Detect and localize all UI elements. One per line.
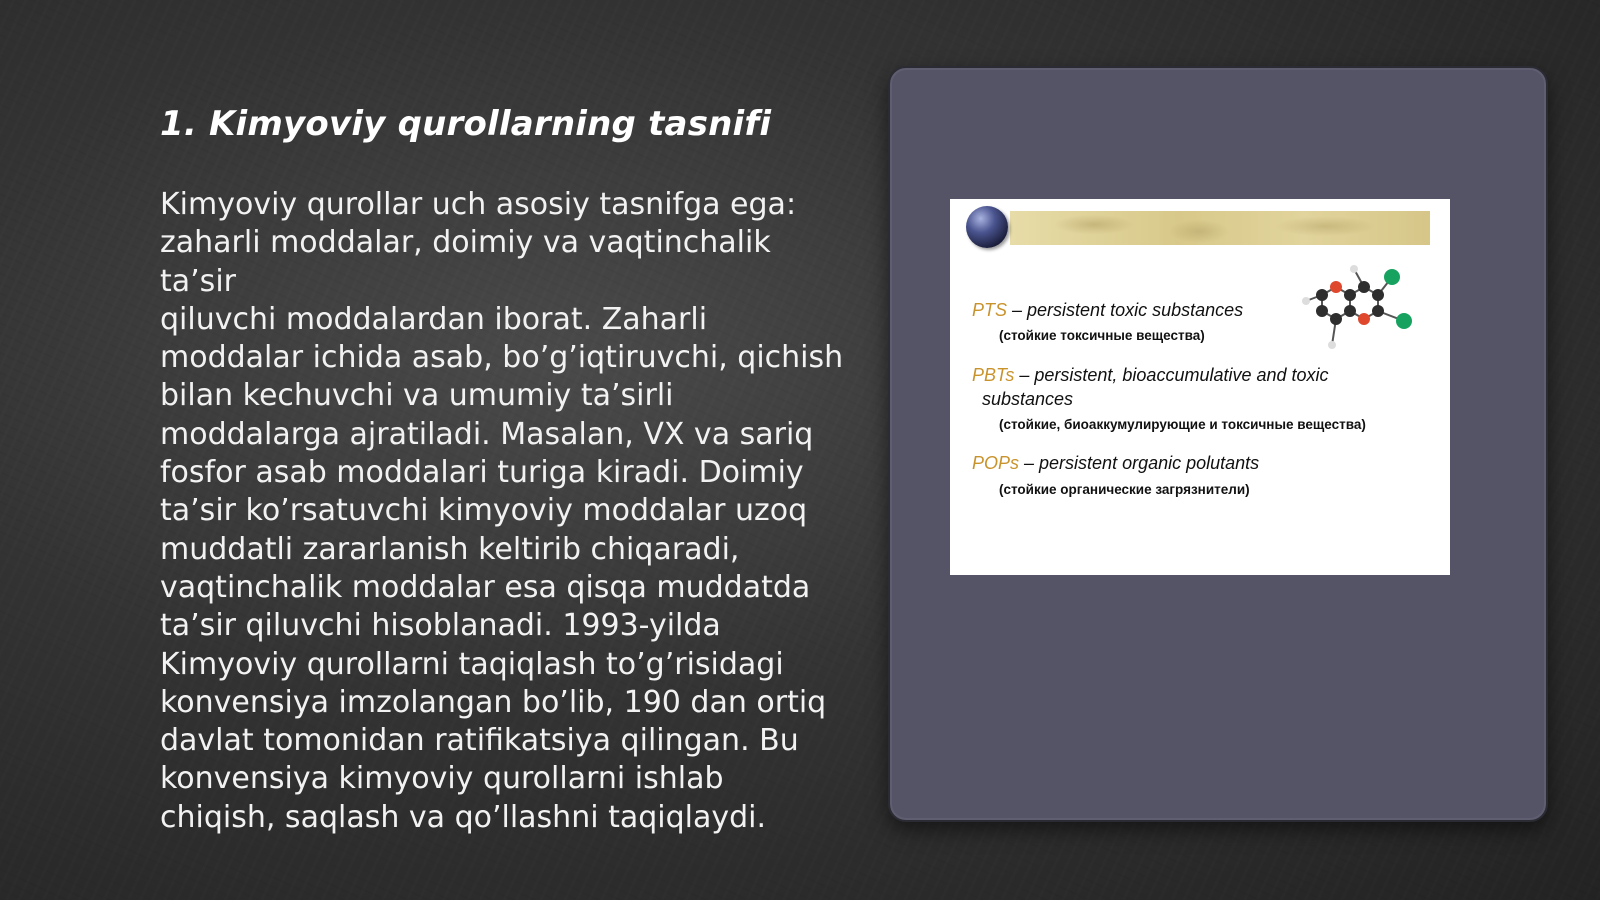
embedded-slide-image (950, 199, 1450, 575)
body-line: chiqish, saqlash va qo’llashni taqiqlaydi. (160, 799, 767, 835)
pbts-definition (972, 365, 1329, 386)
body-line: bilan kechuvchi va umumiy ta’sirli (160, 378, 674, 414)
body-line: Kimyoviy qurollar uch asosiy tasnifga ega: (160, 187, 797, 222)
body-line: vaqtinchalik moddalar esa qisqa muddatda (160, 569, 811, 605)
pts-russian: (стойкие токсичные вещества) (999, 328, 1205, 343)
pts-term: – persistent toxic substances (1007, 300, 1244, 320)
body-line: konvensiya imzolangan bo’lib, 190 dan ortiq (160, 684, 827, 720)
pops-term: – persistent organic polutants (1019, 453, 1260, 473)
body-line: davlat tomonidan ratifikatsiya qilingan. Bu (160, 723, 799, 759)
pbts-term-continued: substances (982, 389, 1074, 409)
pops-definition (972, 453, 1259, 474)
body-line: Kimyoviy qurollarni taqiqlash to’g’risidagi (160, 646, 784, 682)
body-line: muddatli zararlanish keltirib chiqaradi, (160, 531, 740, 567)
body-line: moddalar ichida asab, bo’g’iqtiruvchi, qichish (160, 340, 844, 376)
pts-abbreviation: PTS (972, 300, 1008, 320)
body-line: fosfor asab moddalari turiga kiradi. Doimiy (160, 455, 804, 491)
body-line: qiluvchi moddalardan iborat. Zaharli (160, 301, 708, 337)
pts-definition (972, 300, 1243, 321)
pops-russian: (стойкие органические загрязнители) (999, 482, 1250, 497)
body-line: ta’sir qiluvchi hisoblanadi. 1993-yilda (160, 608, 721, 644)
slide-heading: 1. Kimyoviy qurollarning tasnifi (160, 104, 772, 144)
body-line: moddalarga ajratiladi. Masalan, VX va sariq (160, 416, 814, 452)
body-line: ta’sir ko’rsatuvchi kimyoviy moddalar uzoq (160, 493, 808, 529)
pops-abbreviation: POPs (972, 453, 1020, 473)
molecule-icon (1292, 265, 1422, 361)
globe-icon (966, 206, 1008, 248)
pbts-abbreviation: PBTs (972, 365, 1015, 385)
body-line: zaharli moddalar, doimiy va vaqtinchalik ta’sir (160, 225, 771, 299)
body-line: konvensiya kimyoviy qurollarni ishlab (160, 761, 724, 797)
body-paragraph (160, 186, 850, 837)
banner-map-icon (1010, 211, 1430, 245)
pbts-term: – persistent, bioaccumulative and toxic (1014, 365, 1329, 385)
pbts-russian: (стойкие, биоаккумулирующие и токсичные вещества) (999, 417, 1366, 432)
